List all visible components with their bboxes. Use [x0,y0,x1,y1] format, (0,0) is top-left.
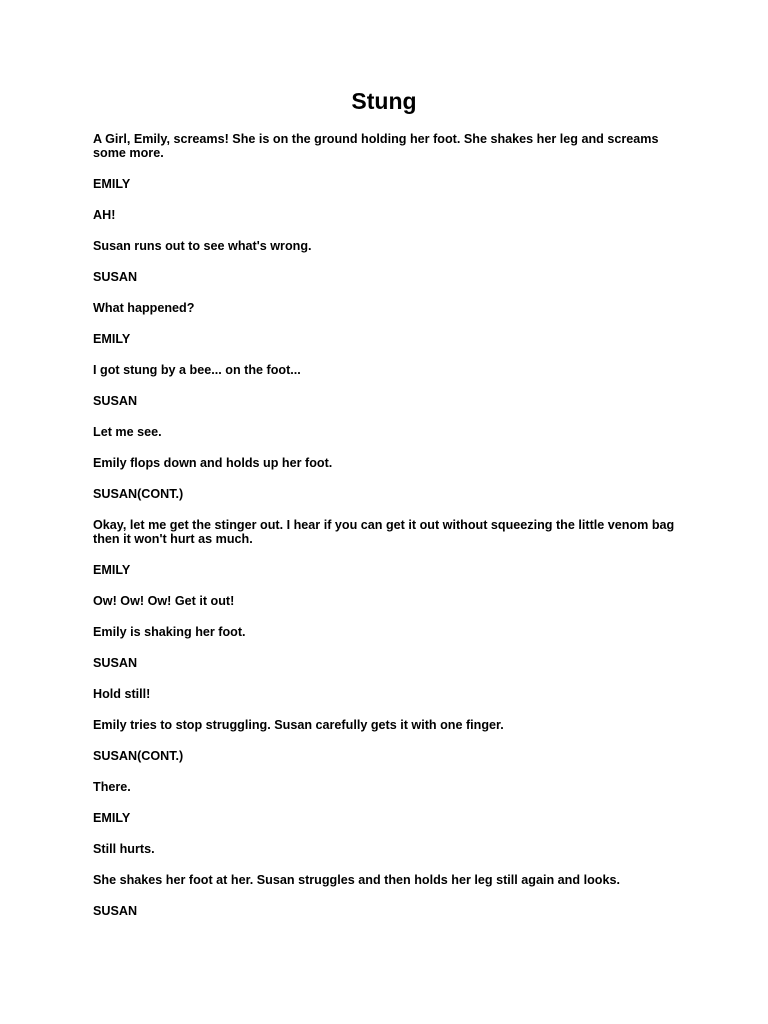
action-line: Emily is shaking her foot. [93,625,246,639]
dialogue-line: I got stung by a bee... on the foot... [93,363,301,377]
character-name: SUSAN [93,656,138,670]
character-name: SUSAN [93,270,138,284]
dialogue-line: Okay, let me get the stinger out. I hear if you can get it out without squeezing the little venom bag then it won't hurt as much. [93,518,675,546]
dialogue-line: Let me see. [93,425,162,439]
script-body [93,132,678,935]
character-name: EMILY [93,563,131,577]
character-name: SUSAN(CONT.) [93,487,184,501]
page-title: Stung [351,88,417,114]
character-name: SUSAN(CONT.) [93,749,184,763]
dialogue-line: There. [93,780,131,794]
dialogue-line: Hold still! [93,687,151,701]
action-line: Emily flops down and holds up her foot. [93,456,333,470]
dialogue-line: Still hurts. [93,842,155,856]
character-name: EMILY [93,177,131,191]
action-line: Emily tries to stop struggling. Susan carefully gets it with one finger. [93,718,504,732]
action-line: She shakes her foot at her. Susan struggles and then holds her leg still again and looks. [93,873,620,887]
action-line: A Girl, Emily, screams! She is on the ground holding her foot. She shakes her leg and screams some more. [93,132,659,160]
character-name: SUSAN [93,394,138,408]
action-line: Susan runs out to see what's wrong. [93,239,312,253]
dialogue-line: AH! [93,208,116,222]
character-name: EMILY [93,332,131,346]
character-name: SUSAN [93,904,138,918]
character-name: EMILY [93,811,131,825]
dialogue-line: What happened? [93,301,195,315]
dialogue-line: Ow! Ow! Ow! Get it out! [93,594,235,608]
